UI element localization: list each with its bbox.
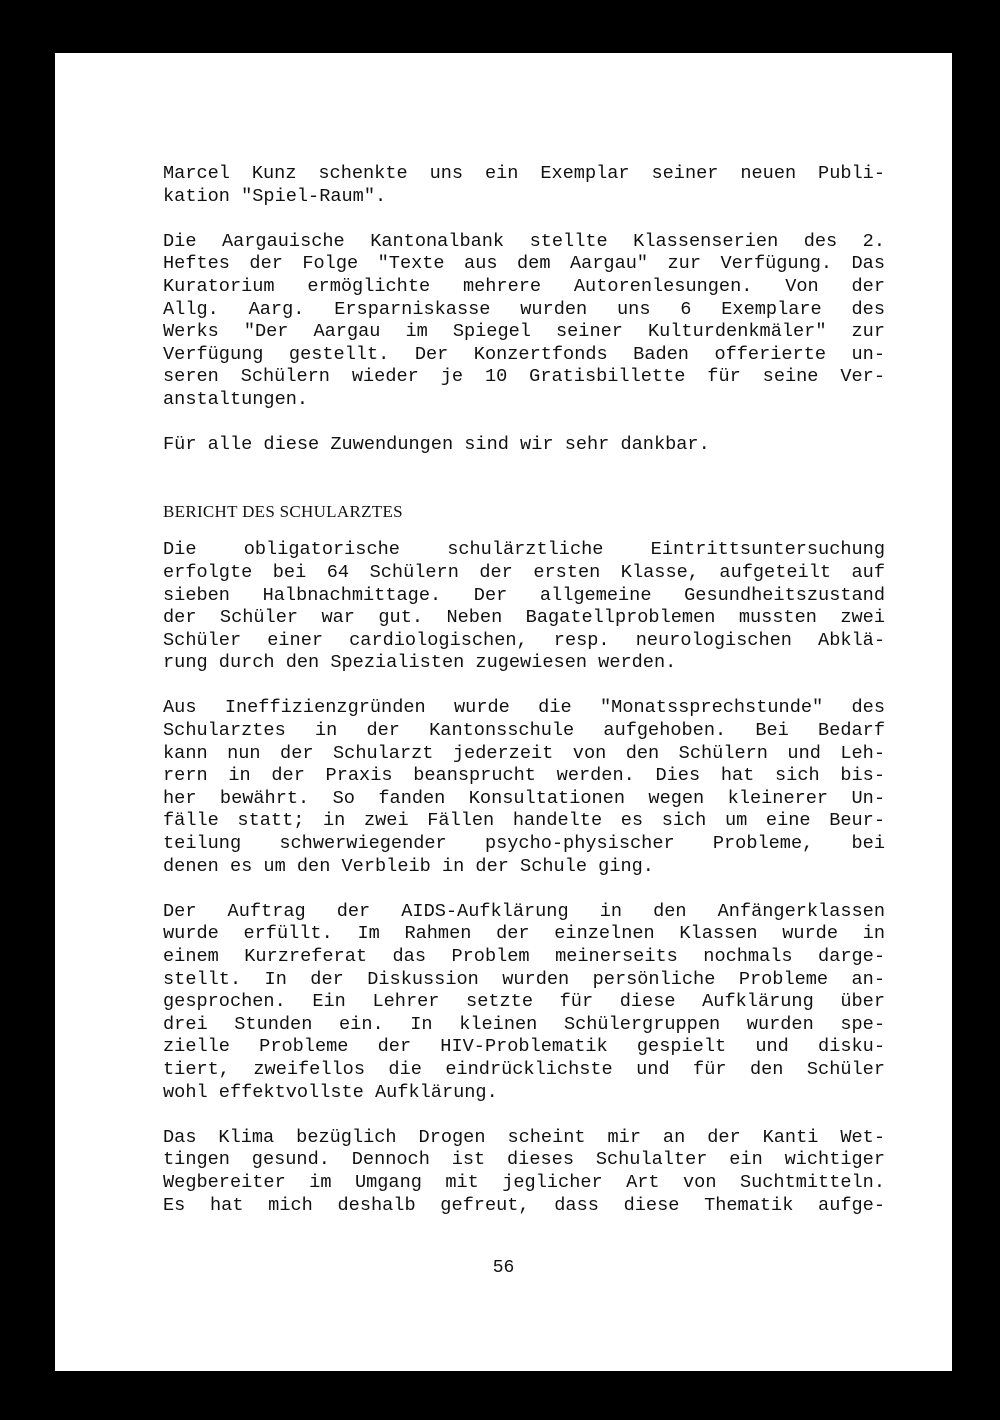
text-line: tingen gesund. Dennoch ist dieses Schulalter ein wichtiger [163,1149,885,1171]
paragraph-donations [163,231,885,412]
text-line: erfolgte bei 64 Schülern der ersten Klasse, aufgeteilt auf [163,561,885,583]
text-line: wurde erfüllt. Im Rahmen der einzelnen Klassen wurde in [163,923,885,945]
text-line: rung durch den Spezialisten zugewiesen werden. [163,652,677,674]
document-page [55,53,952,1371]
text-line: teilung schwerwiegender psycho-physischer Probleme, bei [163,833,885,855]
body-text [163,163,885,1240]
paragraph-entry-exam [163,539,885,675]
text-line: kann nun der Schularzt jederzeit von den Schülern und Leh- [163,742,885,764]
paragraph-thanks [163,434,885,457]
paragraph-consultation [163,697,885,878]
section-heading: BERICHT DES SCHULARZTES [163,501,403,521]
text-line: Für alle diese Zuwendungen sind wir sehr dankbar. [163,434,710,456]
paragraph-aids-education [163,901,885,1104]
text-line: denen es um den Verbleib in der Schule ging. [163,855,654,877]
text-line: Allg. Aarg. Ersparniskasse wurden uns 6 Exemplare des [163,298,885,320]
page-number: 56 [492,1258,515,1278]
paragraph-drugs [163,1127,885,1217]
text-line: kation "Spiel-Raum". [163,185,387,207]
text-line: Aus Ineffizienzgründen wurde die "Monatssprechstunde" des [163,697,885,719]
text-line: Das Klima bezüglich Drogen scheint mir an der Kanti Wet- [163,1126,885,1148]
text-line: Werks "Der Aargau im Spiegel seiner Kulturdenkmäler" zur [163,321,885,343]
text-line: rern in der Praxis beansprucht werden. Dies hat sich bis- [163,765,885,787]
text-line: stellt. In der Diskussion wurden persönliche Probleme an- [163,968,885,990]
text-line: zielle Probleme der HIV-Problematik gespielt und disku- [163,1036,885,1058]
text-line: Kuratorium ermöglichte mehrere Autorenlesungen. Von der [163,275,885,297]
text-line: her bewährt. So fanden Konsultationen wegen kleinerer Un- [163,787,885,809]
text-line: anstaltungen. [163,388,309,410]
text-line: Die obligatorische schulärztliche Eintrittsuntersuchung [163,539,885,561]
text-line: Die Aargauische Kantonalbank stellte Klassenserien des 2. [163,230,885,252]
text-line: seren Schülern wieder je 10 Gratisbillette für seine Ver- [163,366,885,388]
text-line: fälle statt; in zwei Fällen handelte es sich um eine Beur- [163,810,885,832]
text-line: der Schüler war gut. Neben Bagatellproblemen mussten zwei [163,607,885,629]
text-line: einem Kurzreferat das Problem meinerseits nochmals darge- [163,946,885,967]
text-line: Marcel Kunz schenkte uns ein Exemplar seiner neuen Publi- [163,163,885,184]
text-line: Es hat mich deshalb gefreut, dass diese Thematik aufge- [163,1194,885,1216]
text-line: gesprochen. Ein Lehrer setzte für diese Aufklärung über [163,991,885,1013]
text-line: Wegbereiter im Umgang mit jeglicher Art von Suchtmitteln. [163,1171,885,1193]
text-line: tiert, zweifellos die eindrücklichste und für den Schüler [163,1058,885,1080]
text-line: wohl effektvollste Aufklärung. [163,1081,498,1103]
text-line: Heftes der Folge "Texte aus dem Aargau" zur Verfügung. Das [163,253,885,275]
text-line: drei Stunden ein. In kleinen Schülergruppen wurden spe- [163,1013,885,1035]
paragraph-donation-kunz [163,163,885,208]
text-line: Verfügung gestellt. Der Konzertfonds Baden offerierte un- [163,343,885,365]
text-line: Der Auftrag der AIDS-Aufklärung in den Anfängerklassen [163,900,885,922]
text-line: sieben Halbnachmittage. Der allgemeine Gesundheitszustand [163,584,885,606]
text-line: Schüler einer cardiologischen, resp. neurologischen Abklä- [163,629,885,651]
text-line: Schularztes in der Kantonsschule aufgehoben. Bei Bedarf [163,720,885,742]
